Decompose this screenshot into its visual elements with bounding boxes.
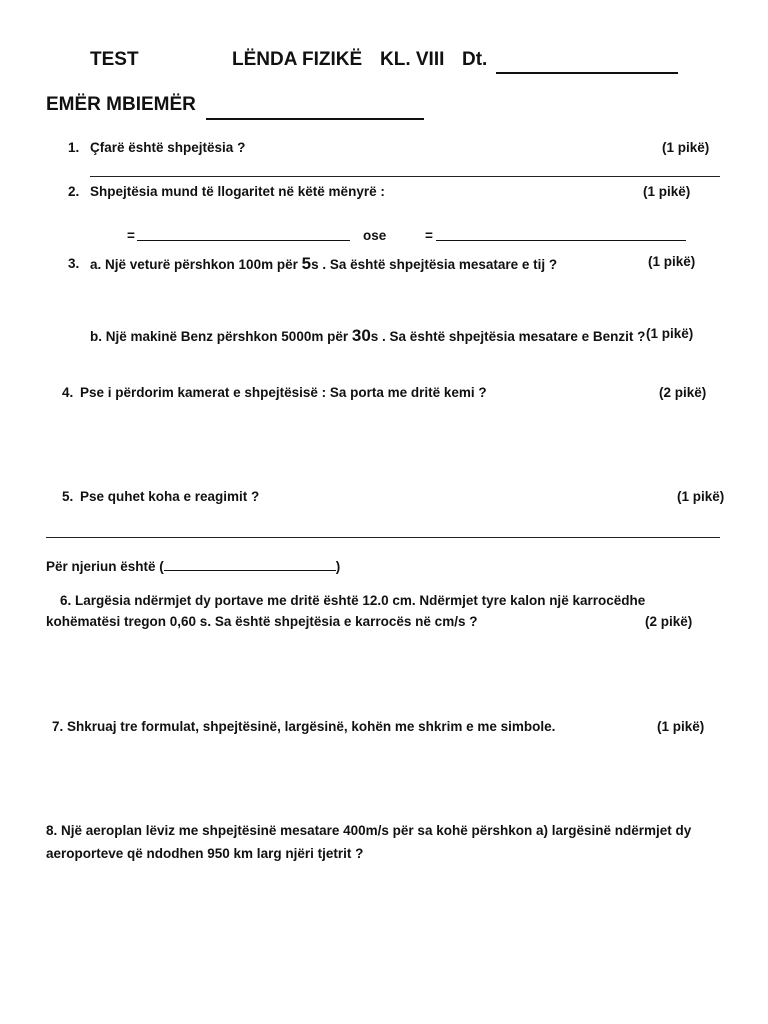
- q5-human-blank[interactable]: [164, 559, 336, 571]
- grade-label: KL. VIII: [380, 49, 445, 70]
- q2-points: (1 pikë): [643, 184, 691, 199]
- q8-text-line2: aeroporteve që ndodhen 950 km larg njëri tjetrit ?: [46, 846, 364, 861]
- q1-text: Çfarë është shpejtësia ?: [90, 140, 246, 155]
- q7-points: (1 pikë): [657, 719, 705, 734]
- q3a-time-value: 5: [301, 254, 312, 273]
- q3b-time-value: 30: [351, 326, 371, 345]
- q1-answer-line[interactable]: [90, 176, 720, 177]
- q3b-text-pre: b. Një makinë Benz përshkon 5000m për: [90, 329, 352, 344]
- date-blank[interactable]: [496, 54, 678, 74]
- q3a-text-post: s . Sa është shpejtësia mesatare e tij ?: [311, 257, 558, 272]
- q3a-text-pre: a. Një veturë përshkon 100m për: [90, 257, 302, 272]
- q3a-text: [90, 254, 557, 274]
- q5-text: Pse quhet koha e reagimit ?: [80, 489, 260, 504]
- date-label: Dt.: [462, 49, 488, 70]
- test-label: TEST: [90, 49, 139, 70]
- q4-points: (2 pikë): [659, 385, 707, 400]
- q3a-points: (1 pikë): [648, 254, 696, 269]
- q5-number: 5.: [62, 489, 74, 504]
- name-label: EMËR MBIEMËR: [46, 94, 196, 115]
- q6-points: (2 pikë): [645, 614, 693, 629]
- q1-points: (1 pikë): [662, 140, 710, 155]
- q7-text: 7. Shkruaj tre formulat, shpejtësinë, largësinë, kohën me shkrim e me simbole.: [52, 719, 556, 734]
- q5-human-reaction: [46, 559, 340, 574]
- q1-number: 1.: [68, 140, 80, 155]
- q4-number: 4.: [62, 385, 74, 400]
- q2-equals-1: =: [127, 228, 135, 243]
- q3-number: 3.: [68, 256, 80, 271]
- q2-text: Shpejtësia mund të llogaritet në këtë mënyrë :: [90, 184, 385, 199]
- q3b-points: (1 pikë): [646, 326, 694, 341]
- q2-formula-blank-2[interactable]: [436, 226, 686, 241]
- q4-text: Pse i përdorim kamerat e shpejtësisë : Sa porta me dritë kemi ?: [80, 385, 487, 400]
- q3b-text: [90, 326, 645, 346]
- q2-or-label: ose: [363, 228, 387, 243]
- name-blank[interactable]: [206, 100, 424, 120]
- subject-label: LËNDA FIZIKË: [232, 49, 363, 70]
- q2-number: 2.: [68, 184, 80, 199]
- q5-points: (1 pikë): [677, 489, 725, 504]
- q3b-text-post: s . Sa është shpejtësia mesatare e Benzit ?: [370, 329, 646, 344]
- q5-human-pre: Për njeriun është (: [46, 559, 164, 574]
- q6-text-line2: kohëmatësi tregon 0,60 s. Sa është shpejtësia e karrocës në cm/s ?: [46, 614, 478, 629]
- q8-text-line1: 8. Një aeroplan lëviz me shpejtësinë mesatare 400m/s për sa kohë përshkon a) largësinë ndërmjet dy: [46, 823, 692, 838]
- q5-answer-line[interactable]: [46, 537, 720, 538]
- q2-formula-blank-1[interactable]: [137, 226, 350, 241]
- q2-equals-2: =: [425, 228, 433, 243]
- q5-human-post: ): [335, 559, 341, 574]
- q6-text-line1: 6. Largësia ndërmjet dy portave me dritë është 12.0 cm. Ndërmjet tyre kalon një karrocëdhe: [60, 593, 646, 608]
